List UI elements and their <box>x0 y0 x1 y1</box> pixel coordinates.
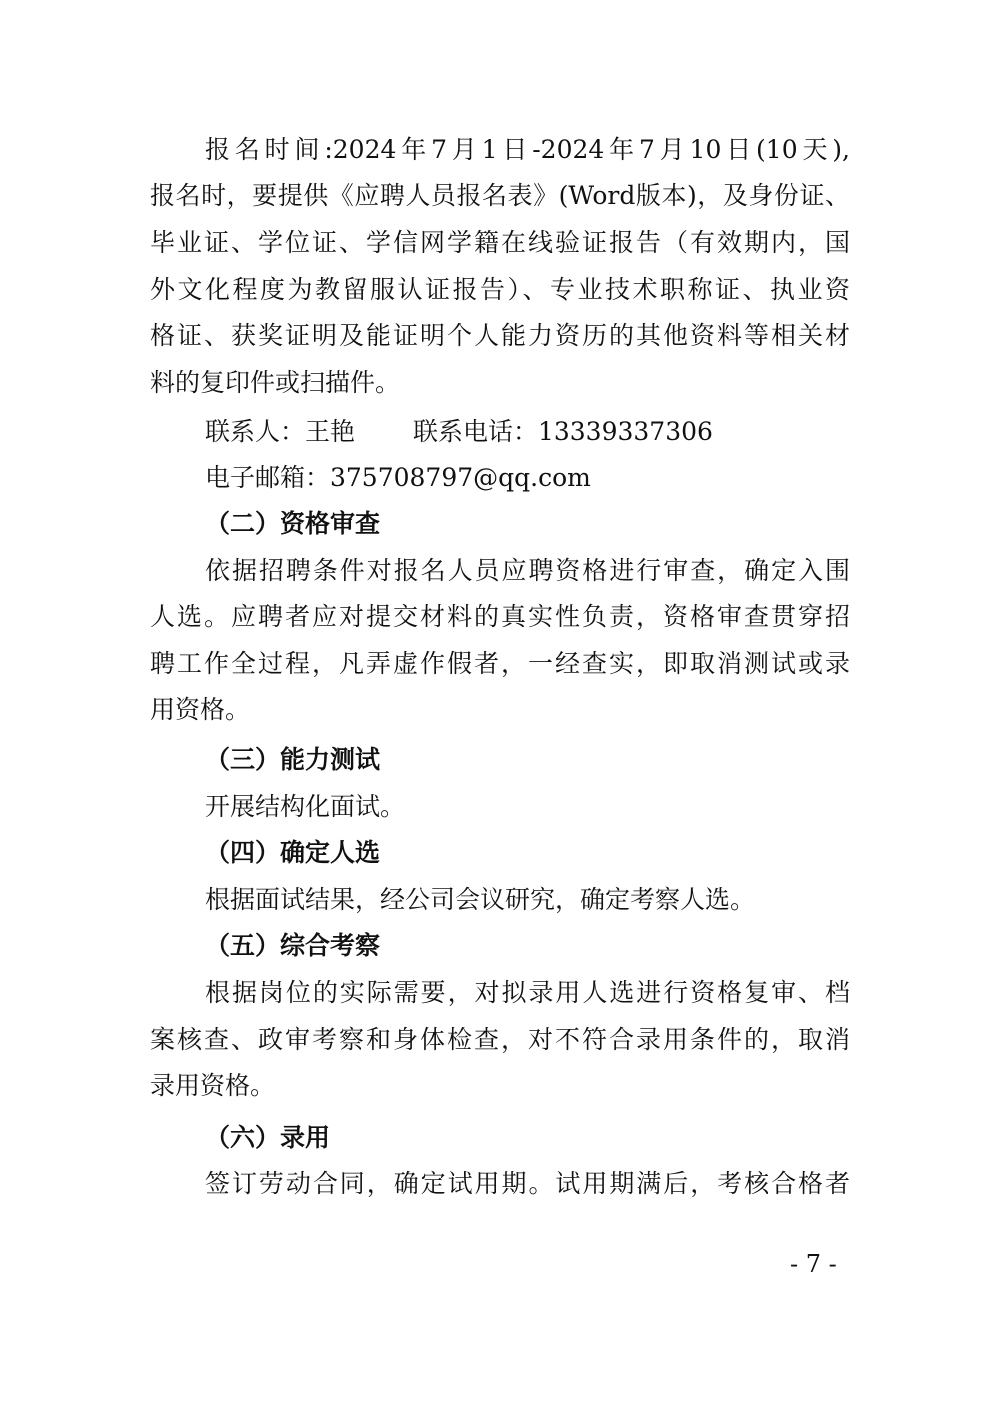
email-line: 电子邮箱：375708797@qq.com <box>205 463 591 492</box>
section-heading: （二）资格审查 <box>205 509 381 538</box>
section-heading: （六）录用 <box>205 1123 331 1152</box>
paragraph-line: 人选。应聘者应对提交材料的真实性负责，资格审查贯穿招 <box>150 602 850 631</box>
paragraph-line: 根据面试结果，经公司会议研究，确定考察人选。 <box>205 885 756 914</box>
paragraph-line: 录用资格。 <box>150 1071 276 1100</box>
paragraph-line: 报名时，要提供《应聘人员报名表》(Word版本)，及身份证、 <box>150 181 850 210</box>
paragraph-line: 根据岗位的实际需要，对拟录用人选进行资格复审、档 <box>205 978 850 1007</box>
section-heading: （三）能力测试 <box>205 745 381 774</box>
paragraph-line: 依据招聘条件对报名人员应聘资格进行审查，确定入围 <box>205 556 850 585</box>
paragraph-line: 格证、获奖证明及能证明个人能力资历的其他资料等相关材 <box>150 321 850 350</box>
paragraph-line: 案核查、政审考察和身体检查，对不符合录用条件的，取消 <box>150 1025 850 1054</box>
paragraph-line: 毕业证、学位证、学信网学籍在线验证报告（有效期内，国 <box>150 228 850 257</box>
paragraph-line: 签订劳动合同，确定试用期。试用期满后，考核合格者 <box>205 1169 850 1198</box>
paragraph-line: 用资格。 <box>150 695 251 724</box>
section-heading: （五）综合考察 <box>205 931 381 960</box>
paragraph-line: 报名时间:2024年7月1日-2024年7月10日(10天), <box>205 135 850 164</box>
paragraph-line: 开展结构化面试。 <box>205 792 406 821</box>
paragraph-line: 聘工作全过程，凡弄虚作假者，一经查实，即取消测试或录 <box>150 649 850 678</box>
paragraph-line: 外文化程度为教留服认证报告）、专业技术职称证、执业资 <box>150 275 850 304</box>
paragraph-line: 料的复印件或扫描件。 <box>150 368 401 397</box>
section-heading: （四）确定人选 <box>205 838 381 867</box>
contact-line: 联系人：王艳 联系电话：13339337306 <box>205 417 713 446</box>
page-number: - 7 - <box>790 1250 837 1278</box>
